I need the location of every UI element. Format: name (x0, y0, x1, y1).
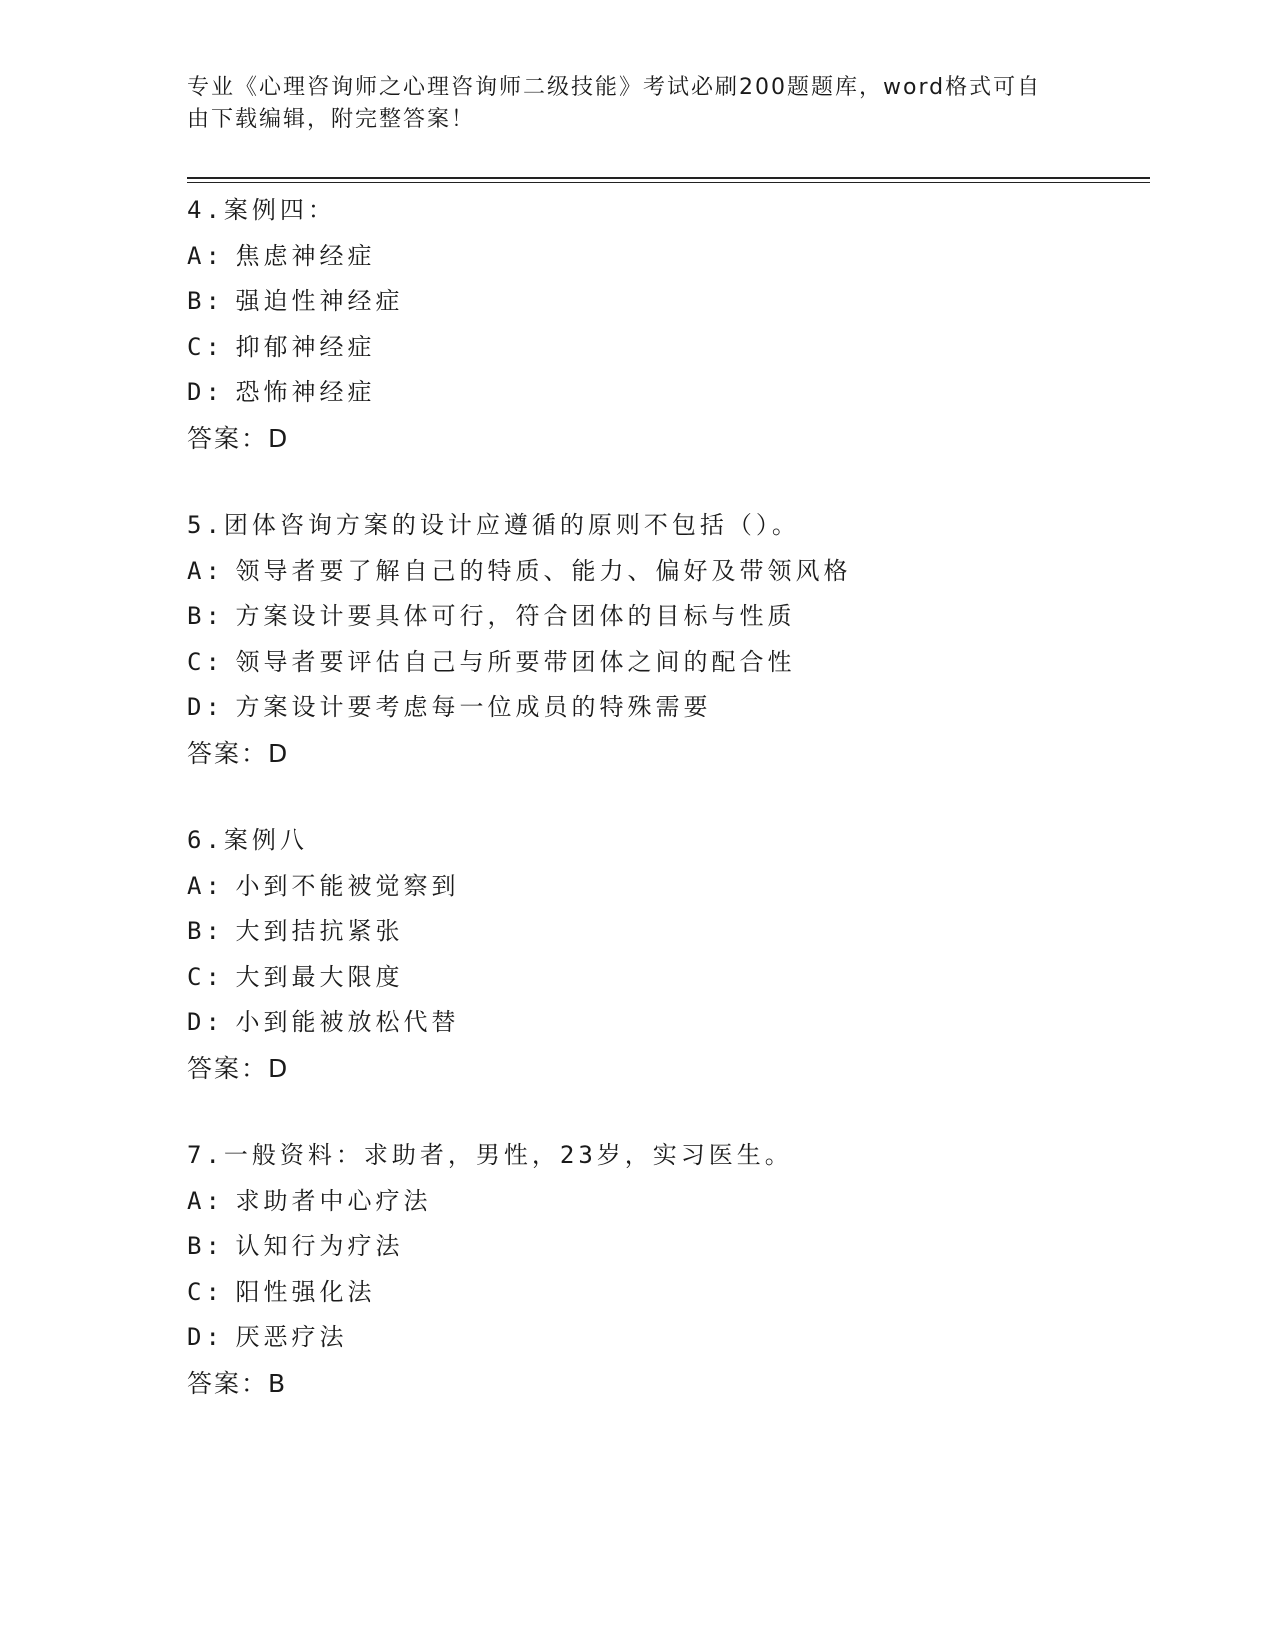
option-c (187, 325, 1137, 371)
option-text: 求助者中心疗法 (235, 1186, 432, 1215)
option-text: 恐怖神经症 (235, 378, 376, 406)
question-title: 6.案例八 (187, 826, 308, 854)
option-c (187, 955, 1137, 1001)
option-c (187, 1270, 1137, 1316)
answer-line: 答案：D (187, 738, 290, 768)
header-rule-thin (187, 182, 1150, 183)
option-letter: D: (187, 1008, 224, 1036)
header-line-2: 由下载编辑，附完整答案！ (187, 107, 476, 132)
option-text: 领导者要了解自己的特质、能力、偏好及带领风格 (235, 556, 852, 585)
option-text: 大到拮抗紧张 (235, 917, 404, 945)
option-a (187, 864, 1137, 910)
option-d (187, 1000, 1137, 1046)
option-letter: A: (187, 871, 224, 900)
option-text: 方案设计要考虑每一位成员的特殊需要 (235, 693, 712, 721)
answer-line: 答案：D (187, 423, 290, 453)
option-b (187, 1224, 1137, 1270)
option-text: 强迫性神经症 (235, 287, 404, 315)
option-letter: C: (187, 1277, 224, 1306)
option-text: 阳性强化法 (235, 1277, 376, 1306)
option-b (187, 594, 1137, 640)
answer-line: 答案：D (187, 1053, 290, 1083)
option-text: 大到最大限度 (235, 962, 404, 991)
option-a (187, 549, 1137, 595)
option-d (187, 1315, 1137, 1361)
header-line-1: 专业《心理咨询师之心理咨询师二级技能》考试必刷200题题库，word格式可自 (187, 75, 1042, 100)
question-4 (187, 188, 1137, 461)
header-rule-thick (187, 177, 1150, 179)
option-text: 领导者要评估自己与所要带团体之间的配合性 (235, 647, 796, 676)
option-letter: B: (187, 602, 224, 630)
option-text: 小到不能被觉察到 (235, 871, 460, 900)
option-letter: C: (187, 962, 224, 991)
option-a (187, 1179, 1137, 1225)
option-d (187, 370, 1137, 416)
document-header (187, 72, 1067, 136)
option-text: 方案设计要具体可行，符合团体的目标与性质 (235, 602, 796, 630)
option-letter: C: (187, 332, 224, 361)
option-a (187, 234, 1137, 280)
option-letter: A: (187, 241, 224, 270)
option-b (187, 909, 1137, 955)
option-b (187, 279, 1137, 325)
option-letter: D: (187, 378, 224, 406)
question-title: 5.团体咨询方案的设计应遵循的原则不包括（）。 (187, 511, 800, 539)
option-text: 小到能被放松代替 (235, 1008, 460, 1036)
option-letter: D: (187, 693, 224, 721)
option-text: 抑郁神经症 (235, 332, 376, 361)
answer-line: 答案：B (187, 1368, 288, 1398)
option-letter: A: (187, 556, 224, 585)
option-text: 焦虑神经症 (235, 241, 376, 270)
option-c (187, 640, 1137, 686)
option-letter: B: (187, 917, 224, 945)
question-5 (187, 503, 1137, 776)
option-letter: C: (187, 647, 224, 676)
option-d (187, 685, 1137, 731)
option-text: 认知行为疗法 (235, 1232, 404, 1260)
option-letter: B: (187, 1232, 224, 1260)
question-6 (187, 818, 1137, 1091)
option-letter: B: (187, 287, 224, 315)
question-list (187, 188, 1137, 1448)
option-letter: A: (187, 1186, 224, 1215)
option-letter: D: (187, 1323, 224, 1351)
question-7 (187, 1133, 1137, 1406)
question-title: 7.一般资料：求助者，男性，23岁，实习医生。 (187, 1141, 793, 1169)
option-text: 厌恶疗法 (235, 1323, 348, 1351)
question-title: 4.案例四： (187, 196, 336, 224)
